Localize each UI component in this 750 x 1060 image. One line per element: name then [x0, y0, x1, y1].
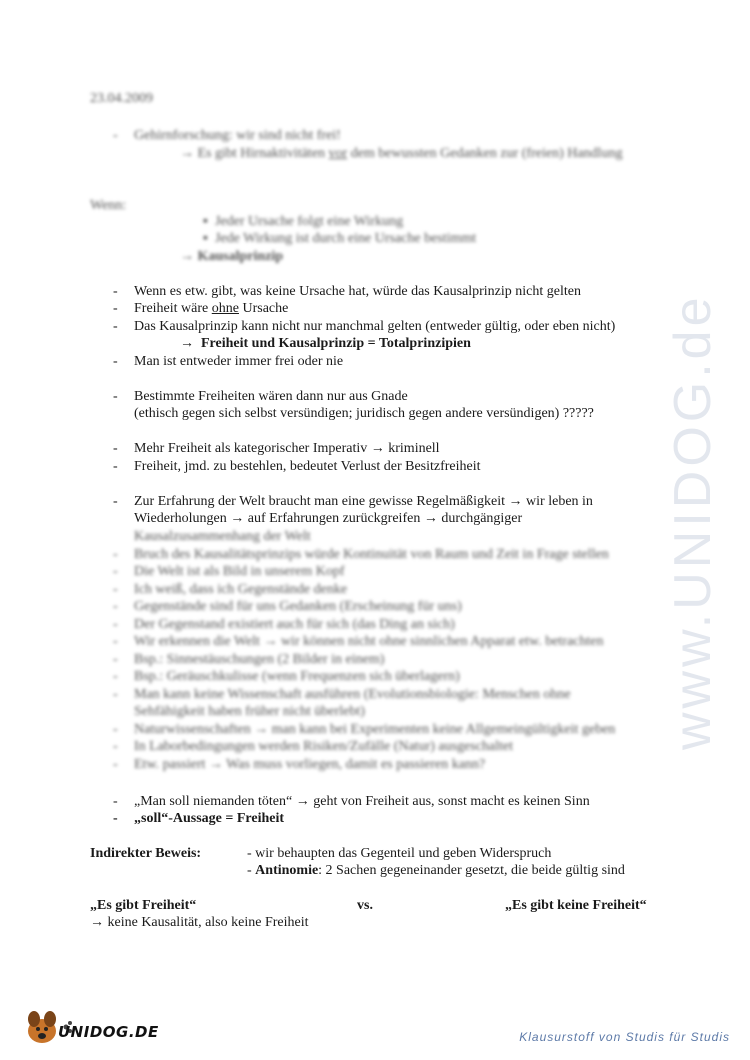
list-item-text: Wir erkennen die Welt → wir können nicht ohne sinnlichen Apparat etw. betrachten — [134, 634, 604, 649]
list-item-text: Etw. passiert → Was muss vorliegen, damit es passieren kann? — [134, 756, 486, 772]
right-claim: „Es gibt keine Freiheit“ — [505, 898, 647, 913]
list-item-text: Ich weiß, dass ich Gegenstände denke — [134, 581, 348, 597]
list-item-text: Die Welt ist als Bild in unserem Kopf — [134, 564, 345, 579]
indirect-proof-line: - wir behaupten das Gegenteil und geben Widerspruch — [247, 846, 552, 861]
footer-slogan: Klausurstoff von Studis für Studis — [519, 1030, 730, 1044]
indirect-proof-line: - Antinomie: 2 Sachen gegeneinander gesetzt, die beide gültig sind — [247, 863, 625, 878]
consequence-line: → keine Kausalität, also keine Freiheit — [90, 915, 309, 930]
svg-text:www.UNIDOG.de: www.UNIDOG.de — [664, 293, 722, 750]
document-page: 23.04.2009 - Gehirnforschung: wir sind nicht frei! → Es gibt Hirnaktivitäten vor dem bewussten Gedanken zur (freien) Handlung Wenn: ▪ Jeder Ursache folgt eine Wirkung ▪ Jede Wirkung ist durch eine Ursache bestimmt → Kausalprinzip - Wenn es etw. gibt, was keine Ursache hat, würde das Kausalprinzip nicht gelten - Freiheit wäre ohne Ursache - Das Kausalprinzip kann nicht nur manchmal gelten (entweder gültig, oder eben nicht) → Freiheit und Kausalprinzip = Totalprinzipien - Man ist entweder immer frei oder nie - Bestimmte Freiheiten wären dann nur aus Gnade (ethisch gegen sich selbst versündigen; juridisch gegen andere versündigen) ????? - Mehr Freiheit als kategorischer Imperativ → kriminell - Freiheit, jmd. zu bestehlen, bedeutet Verlust der Besitzfreiheit - Zur Erfahrung der Welt braucht man eine gewisse Regelmäßigkeit → wir leben in Wiederholungen → auf Erfahrungen zurückgreifen → durchgängiger Kausalzusammenhang der Welt - Bruch des Kausalitätsprinzips würde Kontinuität von Raum und Zeit in Frage stellen - Die Welt ist als Bild in unserem Kopf - Ich weiß, dass ich Gegenstände denke - Gegenstände sind für uns Gedanken (Erscheinung für uns) - Der Gegenstand existiert auch für sich (das Ding an sich) - Wir erkennen die Welt → wir können nicht ohne sinnlichen Apparat etw. betrachten - Bsp.: Sinnestäuschungen (2 Bilder in einem) - Bsp.: Geräuschkulisse (wenn Frequenzen sich überlagern) - Man kann keine Wissenschaft ausführen (Evolutionsbiologie: Menschen ohne Sehfähigkeit haben früher nicht überlebt) - Naturwissenschaften → man kann bei Experimenten keine Allgemeingültigkeit geben - In Laborbedingungen werden Risiken/Zufälle (Natur) ausgeschaltet - Etw. passiert → Was muss vorliegen, damit es passieren kann? - „Man soll niemanden töten“ → geht von Freiheit aus, sonst macht es keinen Sinn - „soll“-Aussage = Freiheit Indirekter Beweis: - wir behaupten das Gegenteil und geben Widerspruch - Antinomie: 2 Sachen gegeneinander gesetzt, die beide gültig sind „Es gibt Freiheit“ vs. „Es gibt keine Freiheit“ → keine Kausalität, also keine Freiheit www.UNIDOG.de UNIDOG.DE Klausurstoff von Studis für Studis — [0, 0, 750, 1060]
date: 23.04.2009 — [90, 91, 153, 106]
section-label: Wenn: — [90, 198, 127, 213]
list-item: → Freiheit und Kausalprinzip = Totalprinzipien — [180, 336, 471, 351]
list-item: → Kausalprinzip — [180, 249, 284, 264]
list-item: → Es gibt Hirnaktivitäten vor dem bewussten Gedanken zur (freien) Handlung — [180, 146, 623, 161]
list-item-text: Sehfähigkeit haben früher nicht überlebt) — [134, 704, 365, 719]
list-item-continuation: (ethisch gegen sich selbst versündigen; juridisch gegen andere versündigen) ????? — [134, 406, 594, 421]
list-item-text: Der Gegenstand existiert auch für sich (das Ding an sich) — [134, 616, 455, 632]
list-item-text: Bsp.: Geräuschkulisse (wenn Frequenzen sich überlagern) — [134, 669, 460, 684]
list-item-text: Bruch des Kausalitätsprinzips würde Kontinuität von Raum und Zeit in Frage stellen — [134, 546, 609, 562]
list-item-text: Naturwissenschaften → man kann bei Experimenten keine Allgemeingültigkeit geben — [134, 721, 616, 737]
list-item-text: In Laborbedingungen werden Risiken/Zufälle (Natur) ausgeschaltet — [134, 739, 514, 754]
list-item-text: Gegenstände sind für uns Gedanken (Erscheinung für uns) — [134, 599, 462, 614]
list-item-text: Kausalzusammenhang der Welt — [134, 529, 311, 544]
watermark — [640, 250, 740, 770]
list-item: ▪ Jeder Ursache folgt eine Wirkung — [203, 214, 404, 229]
list-item-text: Man kann keine Wissenschaft ausführen (Evolutionsbiologie: Menschen ohne — [134, 686, 571, 702]
indirect-proof-label: Indirekter Beweis: — [90, 846, 202, 861]
list-item: ▪ Jede Wirkung ist durch eine Ursache bestimmt — [203, 231, 477, 246]
versus: vs. — [357, 898, 373, 913]
left-claim: „Es gibt Freiheit“ — [90, 898, 197, 913]
list-item-text: Bsp.: Sinnestäuschungen (2 Bilder in einem) — [134, 651, 385, 667]
logo-text: UNIDOG.DE — [58, 1023, 159, 1041]
list-item-continuation: Wiederholungen → auf Erfahrungen zurückgreifen → durchgängiger — [134, 511, 523, 526]
